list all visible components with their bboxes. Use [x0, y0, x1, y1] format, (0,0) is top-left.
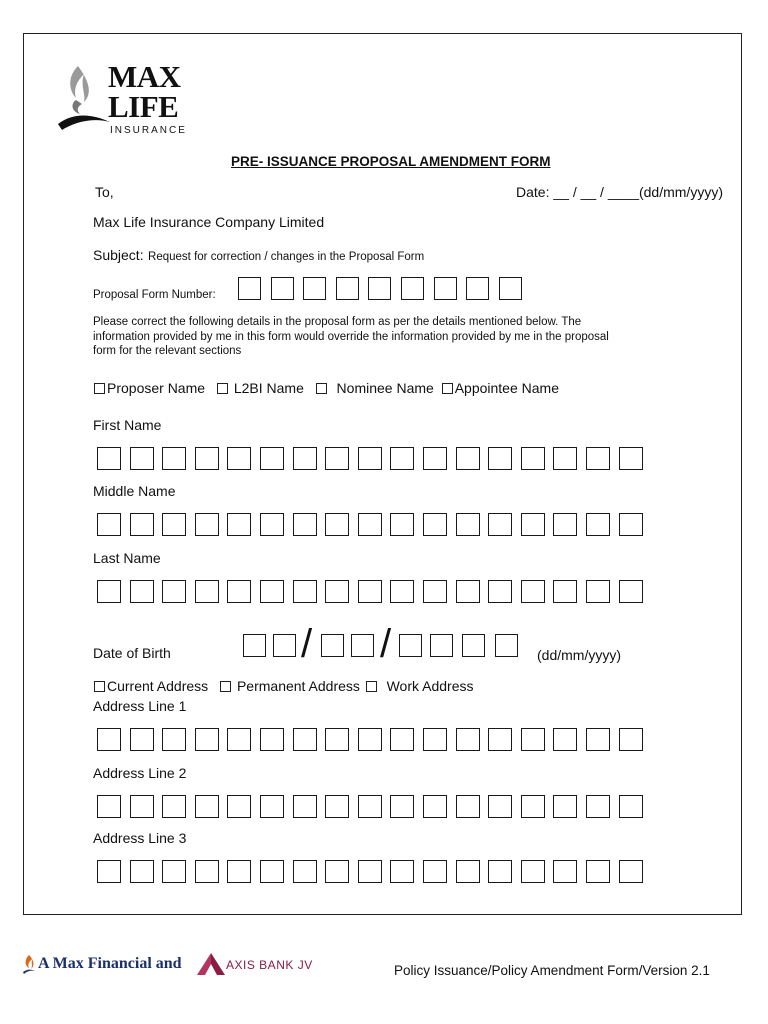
character-box[interactable]	[162, 728, 186, 751]
subject-label: Subject:	[93, 247, 144, 263]
character-box[interactable]	[553, 580, 577, 603]
character-box[interactable]	[553, 447, 577, 470]
character-box[interactable]	[162, 860, 186, 883]
character-box[interactable]	[260, 513, 284, 536]
address-type-options	[94, 678, 473, 694]
character-box[interactable]	[195, 447, 219, 470]
character-box[interactable]	[423, 447, 447, 470]
character-box[interactable]	[162, 580, 186, 603]
character-box[interactable]	[336, 277, 359, 300]
character-box[interactable]	[358, 860, 382, 883]
subject-text: Request for correction / changes in the Proposal Form	[148, 251, 425, 263]
character-box[interactable]	[321, 634, 344, 657]
character-box[interactable]	[162, 795, 186, 818]
character-box[interactable]	[358, 795, 382, 818]
character-box[interactable]	[430, 634, 453, 657]
character-box[interactable]	[130, 513, 154, 536]
character-box[interactable]	[488, 580, 512, 603]
character-box[interactable]	[130, 860, 154, 883]
intro-paragraph	[93, 315, 693, 359]
company-name: Max Life Insurance Company Limited	[93, 214, 325, 230]
flame-icon	[56, 64, 112, 132]
character-box[interactable]	[586, 513, 610, 536]
last-name-label: Last Name	[93, 550, 161, 566]
character-box[interactable]	[358, 580, 382, 603]
intro-line-2: information provided by me in this form would override the information provided by me in the proposal	[93, 330, 609, 343]
character-box[interactable]	[456, 795, 480, 818]
character-box[interactable]	[586, 580, 610, 603]
character-box[interactable]	[619, 447, 643, 470]
character-box[interactable]	[97, 728, 121, 751]
character-box[interactable]	[293, 728, 317, 751]
logo-insurance-text: INSURANCE	[110, 125, 187, 136]
character-box[interactable]	[325, 795, 349, 818]
character-box[interactable]	[325, 447, 349, 470]
character-box[interactable]	[325, 513, 349, 536]
to-label: To,	[95, 184, 114, 200]
character-box[interactable]	[586, 447, 610, 470]
character-box[interactable]	[243, 634, 266, 657]
character-box[interactable]	[521, 728, 545, 751]
character-box[interactable]	[466, 277, 489, 300]
character-box[interactable]	[521, 860, 545, 883]
subject-line	[93, 247, 424, 265]
character-box[interactable]	[227, 580, 251, 603]
character-box[interactable]	[586, 860, 610, 883]
character-box[interactable]	[390, 795, 414, 818]
character-box[interactable]	[488, 860, 512, 883]
character-box[interactable]	[619, 795, 643, 818]
checkbox-icon[interactable]	[316, 383, 327, 394]
character-box[interactable]	[499, 277, 522, 300]
character-box[interactable]	[260, 580, 284, 603]
footer-version: Policy Issuance/Policy Amendment Form/Version 2.1	[394, 963, 710, 978]
checkbox-icon[interactable]	[366, 681, 377, 692]
checkbox-icon[interactable]	[217, 383, 228, 394]
character-box[interactable]	[619, 860, 643, 883]
character-box[interactable]	[293, 795, 317, 818]
character-box[interactable]	[423, 513, 447, 536]
character-box[interactable]	[456, 728, 480, 751]
option-permanent-address[interactable]: Permanent Address	[220, 678, 360, 694]
dob-slash-1: /	[301, 622, 313, 666]
character-box[interactable]	[456, 860, 480, 883]
character-box[interactable]	[325, 580, 349, 603]
option-proposer-name[interactable]: Proposer Name	[94, 380, 205, 396]
character-box[interactable]	[162, 513, 186, 536]
character-box[interactable]	[351, 634, 374, 657]
character-box[interactable]	[368, 277, 391, 300]
address-line-1-label: Address Line 1	[93, 698, 187, 714]
character-box[interactable]	[553, 728, 577, 751]
character-box[interactable]	[423, 728, 447, 751]
character-box[interactable]	[488, 513, 512, 536]
character-box[interactable]	[553, 795, 577, 818]
character-box[interactable]	[553, 513, 577, 536]
character-box[interactable]	[456, 513, 480, 536]
first-name-label: First Name	[93, 417, 162, 433]
character-box[interactable]	[358, 513, 382, 536]
character-box[interactable]	[521, 795, 545, 818]
checkbox-icon[interactable]	[94, 681, 105, 692]
date-field[interactable]: Date: __ / __ / ____(dd/mm/yyyy)	[516, 184, 723, 200]
character-box[interactable]	[521, 513, 545, 536]
address-line-3-label: Address Line 3	[93, 830, 187, 846]
option-current-address[interactable]: Current Address	[94, 678, 208, 694]
character-box[interactable]	[293, 447, 317, 470]
character-box[interactable]	[238, 277, 261, 300]
character-box[interactable]	[390, 728, 414, 751]
character-box[interactable]	[130, 580, 154, 603]
character-box[interactable]	[293, 580, 317, 603]
max-life-logo	[56, 59, 201, 142]
character-box[interactable]	[619, 728, 643, 751]
character-box[interactable]	[619, 580, 643, 603]
character-box[interactable]	[521, 447, 545, 470]
character-box[interactable]	[390, 580, 414, 603]
option-nominee-name[interactable]: Nominee Name	[316, 380, 434, 396]
character-box[interactable]	[456, 580, 480, 603]
character-box[interactable]	[195, 580, 219, 603]
character-box[interactable]	[130, 447, 154, 470]
intro-line-1: Please correct the following details in the proposal form as per the details mentioned below. The	[93, 316, 582, 328]
character-box[interactable]	[586, 795, 610, 818]
character-box[interactable]	[325, 728, 349, 751]
character-box[interactable]	[97, 513, 121, 536]
character-box[interactable]	[495, 634, 518, 657]
checkbox-icon[interactable]	[442, 383, 453, 394]
address-line-2-label: Address Line 2	[93, 765, 187, 781]
checkbox-icon[interactable]	[94, 383, 105, 394]
character-box[interactable]	[488, 447, 512, 470]
checkbox-icon[interactable]	[220, 681, 231, 692]
character-box[interactable]	[195, 795, 219, 818]
character-box[interactable]	[521, 580, 545, 603]
character-box[interactable]	[227, 795, 251, 818]
dob-label: Date of Birth	[93, 645, 171, 661]
axis-bank-text: AXIS BANK JV	[226, 958, 313, 972]
character-box[interactable]	[434, 277, 457, 300]
name-type-options	[94, 380, 559, 396]
character-box[interactable]	[195, 513, 219, 536]
middle-name-label: Middle Name	[93, 483, 176, 499]
character-box[interactable]	[358, 447, 382, 470]
character-box[interactable]	[260, 728, 284, 751]
character-box[interactable]	[390, 860, 414, 883]
character-box[interactable]	[273, 634, 296, 657]
character-box[interactable]	[97, 795, 121, 818]
character-box[interactable]	[162, 447, 186, 470]
character-box[interactable]	[130, 728, 154, 751]
character-box[interactable]	[423, 860, 447, 883]
character-box[interactable]	[97, 860, 121, 883]
character-box[interactable]	[488, 728, 512, 751]
option-l2bi-name[interactable]: L2BI Name	[217, 380, 304, 396]
character-box[interactable]	[195, 860, 219, 883]
character-box[interactable]	[401, 277, 424, 300]
dob-format: (dd/mm/yyyy)	[537, 647, 621, 663]
character-box[interactable]	[293, 513, 317, 536]
proposal-number-label: Proposal Form Number:	[93, 289, 216, 301]
character-box[interactable]	[260, 795, 284, 818]
character-box[interactable]	[271, 277, 294, 300]
character-box[interactable]	[399, 634, 422, 657]
character-box[interactable]	[358, 728, 382, 751]
option-appointee-name[interactable]: Appointee Name	[442, 380, 559, 396]
character-box[interactable]	[293, 860, 317, 883]
character-box[interactable]	[260, 447, 284, 470]
logo-life-text: LIFE	[108, 89, 179, 124]
character-box[interactable]	[488, 795, 512, 818]
character-box[interactable]	[227, 728, 251, 751]
character-box[interactable]	[260, 860, 284, 883]
character-box[interactable]	[390, 447, 414, 470]
intro-line-3: form for the relevant sections	[93, 345, 242, 357]
character-box[interactable]	[423, 795, 447, 818]
character-box[interactable]	[325, 860, 349, 883]
character-box[interactable]	[97, 580, 121, 603]
character-box[interactable]	[456, 447, 480, 470]
character-box[interactable]	[227, 447, 251, 470]
option-work-address[interactable]: Work Address	[366, 678, 474, 694]
character-box[interactable]	[462, 634, 485, 657]
character-box[interactable]	[586, 728, 610, 751]
character-box[interactable]	[227, 513, 251, 536]
character-box[interactable]	[303, 277, 326, 300]
character-box[interactable]	[619, 513, 643, 536]
character-box[interactable]	[553, 860, 577, 883]
form-title: PRE- ISSUANCE PROPOSAL AMENDMENT FORM	[231, 154, 551, 169]
character-box[interactable]	[390, 513, 414, 536]
character-box[interactable]	[423, 580, 447, 603]
proposal-number-boxes[interactable]	[238, 277, 528, 303]
axis-bank-logo-icon	[196, 952, 226, 976]
character-box[interactable]	[130, 795, 154, 818]
logo-max-text: MAX	[108, 59, 181, 94]
character-box[interactable]	[97, 447, 121, 470]
character-box[interactable]	[195, 728, 219, 751]
dob-slash-2: /	[380, 622, 392, 666]
max-flame-icon	[22, 954, 36, 974]
character-box[interactable]	[227, 860, 251, 883]
footer-brand-text: A Max Financial and	[38, 955, 182, 972]
